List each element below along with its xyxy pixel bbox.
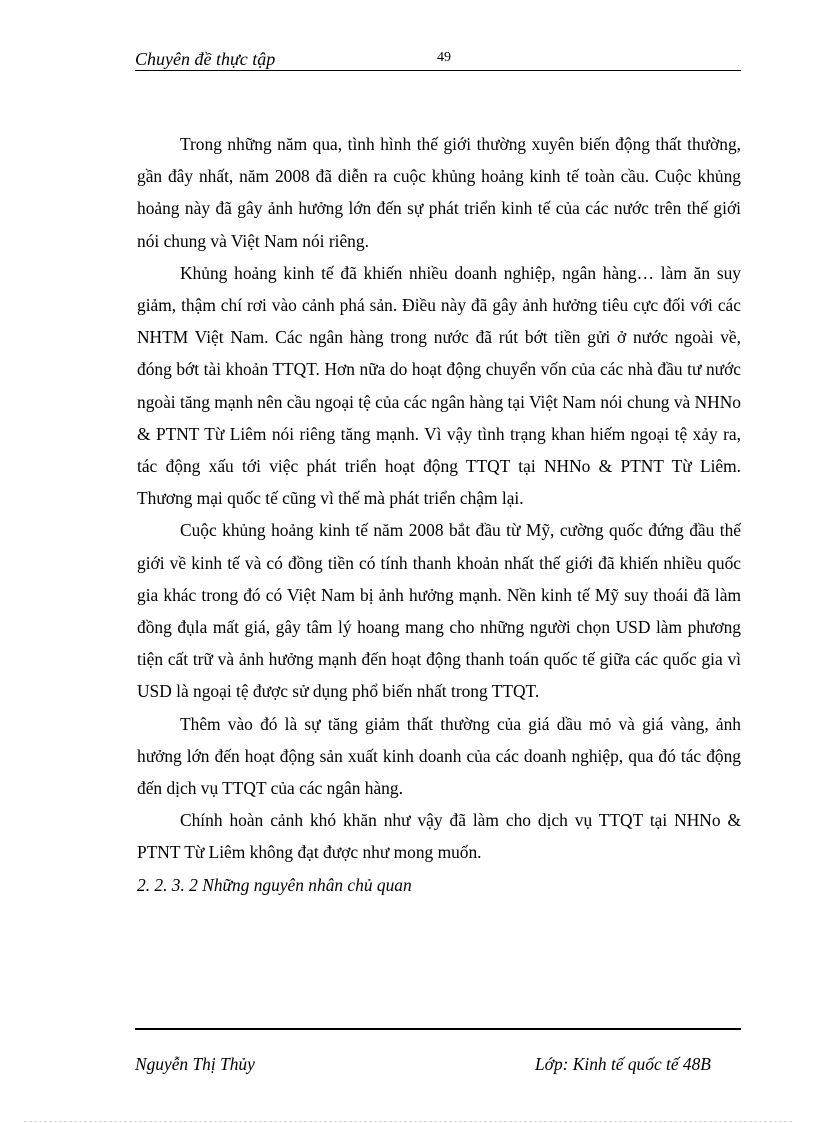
page-number: 49 bbox=[437, 50, 451, 65]
footer-divider bbox=[135, 1028, 741, 1030]
paragraph-5: Chính hoàn cảnh khó khăn như vậy đã làm cho dịch vụ TTQT tại NHNo & PTNT Từ Liêm không đạt được như mong muốn. bbox=[137, 810, 741, 863]
paragraph-1: Trong những năm qua, tình hình thế giới thường xuyên biến động thất thường, gần đây nhất, năm 2008 đã diễn ra cuộc khủng hoảng kinh tế toàn cầu. Cuộc khủng hoảng này đã gây ảnh hưởng lớn đến sự phát triển kinh tế của các nước trên thế giới nói chung và Việt Nam nói riêng. bbox=[137, 134, 741, 251]
footer-author: Nguyễn Thị Thủy bbox=[135, 1054, 255, 1074]
section-subheading: 2. 2. 3. 2 Những nguyên nhân chủ quan bbox=[137, 874, 412, 895]
footer-class: Lớp: Kinh tế quốc tế 48B bbox=[535, 1054, 711, 1074]
body-text bbox=[137, 128, 741, 901]
page-header bbox=[135, 46, 741, 71]
page-bottom-edge bbox=[24, 1121, 792, 1122]
paragraph-2: Khủng hoảng kinh tế đã khiến nhiều doanh nghiệp, ngân hàng… làm ăn suy giảm, thậm chí rơi vào cảnh phá sản. Điều này đã gây ảnh hưởng tiêu cực đối với các NHTM Việt Nam. Các ngân hàng trong nước đã rút bớt tiền gửi ở nước ngoài về, đóng bớt tài khoản TTQT. Hơn nữa do hoạt động chuyển vốn của các nhà đầu tư nước ngoài tăng mạnh nên cầu ngoại tệ của các ngân hàng tại Việt Nam nói chung và NHNo & PTNT Từ Liêm nói riêng tăng mạnh. Vì vậy tình trạng khan hiếm ngoại tệ xảy ra, tác động xấu tới việc phát triển hoạt động TTQT tại NHNo & PTNT Từ Liêm. Thương mại quốc tế cũng vì thế mà phát triển chậm lại. bbox=[137, 262, 741, 509]
paragraph-4: Thêm vào đó là sự tăng giảm thất thường của giá dầu mỏ và giá vàng, ảnh hưởng lớn đến hoạt động sản xuất kinh doanh của các doanh nghiệp, qua đó tác động đến dịch vụ TTQT của các ngân hàng. bbox=[137, 713, 741, 799]
header-title: Chuyên đề thực tập bbox=[135, 49, 276, 69]
paragraph-3: Cuộc khủng hoảng kinh tế năm 2008 bắt đầu từ Mỹ, cường quốc đứng đầu thế giới về kinh tế và có đồng tiền có tính thanh khoản nhất thế giới đã khiến nhiều quốc gia khác trong đó có Việt Nam bị ảnh hưởng mạnh. Nền kinh tế Mỹ suy thoái đã làm đồng đụla mất giá, gây tâm lý hoang mang cho những người chọn USD làm phương tiện cất trữ và ảnh hưởng mạnh đến hoạt động thanh toán quốc tế giữa các quốc gia vì USD là ngoại tệ được sử dụng phổ biến nhất trong TTQT. bbox=[137, 520, 741, 702]
